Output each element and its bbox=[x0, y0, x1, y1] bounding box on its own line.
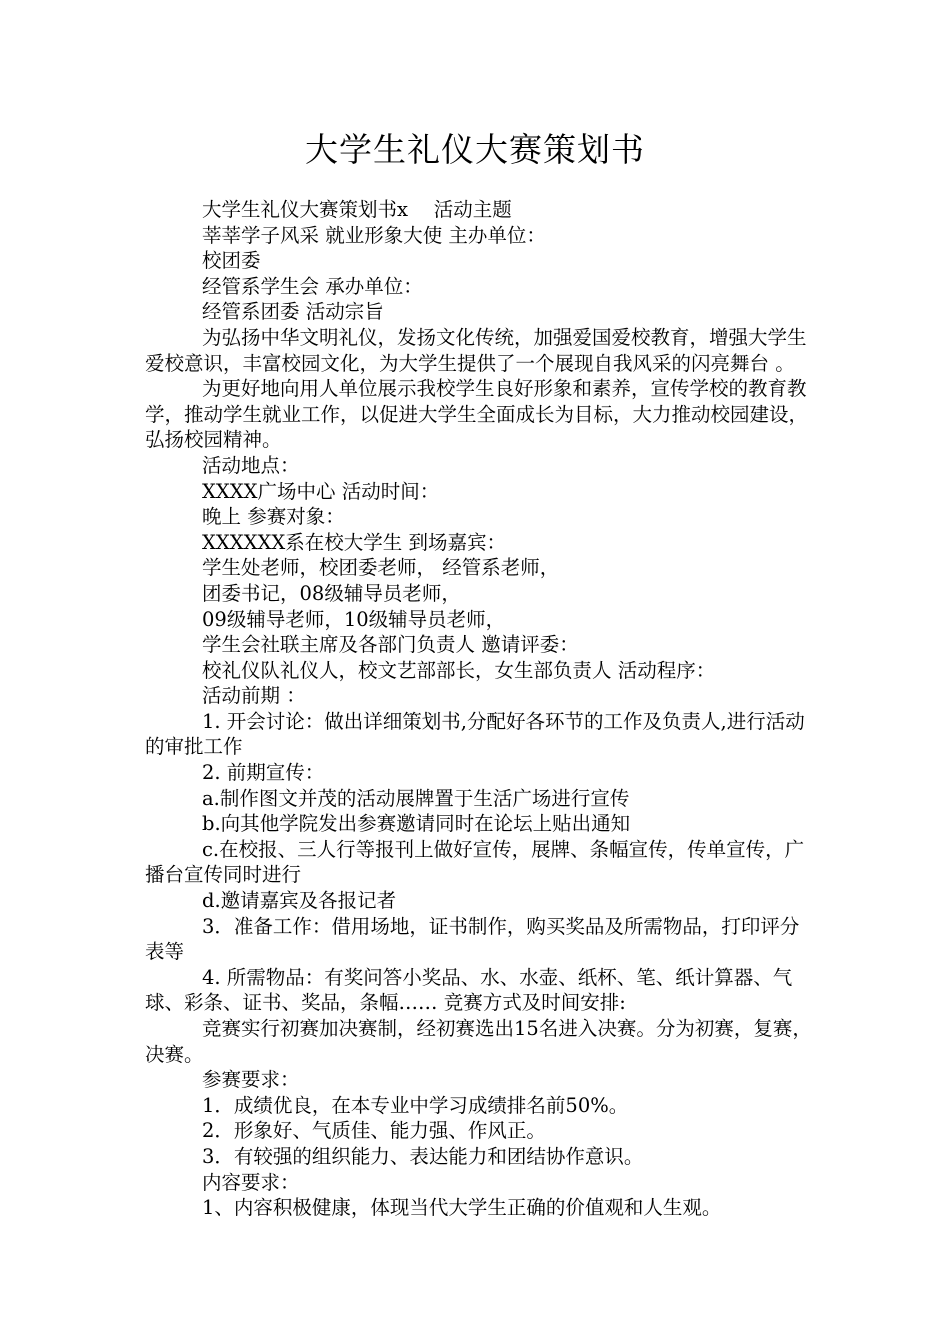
paragraph: 校礼仪队礼仪人，校文艺部部长，女生部负责人 活动程序： bbox=[202, 658, 716, 682]
paragraph: 活动前期 ： bbox=[202, 684, 306, 708]
paragraph: 团委书记，08级辅导员老师， bbox=[202, 581, 461, 605]
paragraph: 学生处老师，校团委老师， 经管系老师， bbox=[202, 556, 560, 580]
paragraph: 1、内容积极健康，体现当代大学生正确的价值观和人生观。 bbox=[202, 1196, 722, 1220]
paragraph: XXXX广场中心 活动时间： bbox=[202, 479, 440, 503]
paragraph: 校团委 bbox=[202, 249, 261, 273]
paragraph: 09级辅导老师，10级辅导员老师， bbox=[202, 607, 506, 631]
paragraph: 活动地点： bbox=[202, 453, 300, 477]
paragraph: 学生会社联主席及各部门负责人 邀请评委： bbox=[202, 633, 579, 657]
paragraph: 3．准备工作：借用场地，证书制作，购买奖品及所需物品，打印评分表等 bbox=[145, 914, 800, 964]
paragraph: d.邀请嘉宾及各报记者 bbox=[202, 889, 397, 913]
paragraph: 2. 前期宣传： bbox=[202, 761, 325, 785]
paragraph: 为弘扬中华文明礼仪，发扬文化传统，加强爱国爱校教育，增强大学生爱校意识，丰富校园文化，为大学生提供了一个展现自我风采的闪亮舞台 。 bbox=[145, 325, 807, 375]
paragraph: b.向其他学院发出参赛邀请同时在论坛上贴出通知 bbox=[202, 812, 631, 836]
paragraph: 经管系学生会 承办单位： bbox=[202, 274, 423, 298]
paragraph: 晚上 参赛对象： bbox=[202, 505, 345, 529]
paragraph: 为更好地向用人单位展示我校学生良好形象和素养，宣传学校的教育教学，推动学生就业工作，以促进大学生全面成长为目标，大力推动校园建设，弘扬校园精神。 bbox=[145, 377, 809, 452]
paragraph: 1. 开会讨论：做出详细策划书,分配好各环节的工作及负责人,进行活动的审批工作 bbox=[145, 709, 805, 759]
paragraph: 1．成绩优良，在本专业中学习成绩排名前50%。 bbox=[202, 1093, 629, 1117]
document-title: 大学生礼仪大赛策划书 bbox=[305, 130, 645, 169]
paragraph: 参赛要求： bbox=[202, 1068, 300, 1092]
paragraph: c.在校报、三人行等报刊上做好宣传，展牌、条幅宣传，传单宣传，广播台宣传同时进行 bbox=[145, 837, 805, 887]
paragraph: XXXXXX系在校大学生 到场嘉宾： bbox=[202, 530, 506, 554]
paragraph: 莘莘学子风采 就业形象大使 主办单位： bbox=[202, 223, 546, 247]
paragraph: 经管系团委 活动宗旨 bbox=[202, 300, 384, 324]
document-body bbox=[145, 197, 813, 1221]
paragraph: 3．有较强的组织能力、表达能力和团结协作意识。 bbox=[202, 1144, 644, 1168]
paragraph: 2．形象好、气质佳、能力强、作风正。 bbox=[202, 1119, 546, 1143]
paragraph: a.制作图文并茂的活动展牌置于生活广场进行宣传 bbox=[202, 786, 630, 810]
paragraph: 4. 所需物品：有奖问答小奖品、水、水壶、纸杯、笔、纸计算器、气球、彩条、证书、奖品，条幅…… 竞赛方式及时间安排: bbox=[145, 965, 793, 1015]
paragraph: 内容要求： bbox=[202, 1170, 300, 1194]
paragraph: 竞赛实行初赛加决赛制，经初赛选出15名进入决赛。分为初赛，复赛，决赛。 bbox=[145, 1017, 812, 1066]
paragraph: 大学生礼仪大赛策划书x 活动主题 bbox=[202, 198, 512, 221]
